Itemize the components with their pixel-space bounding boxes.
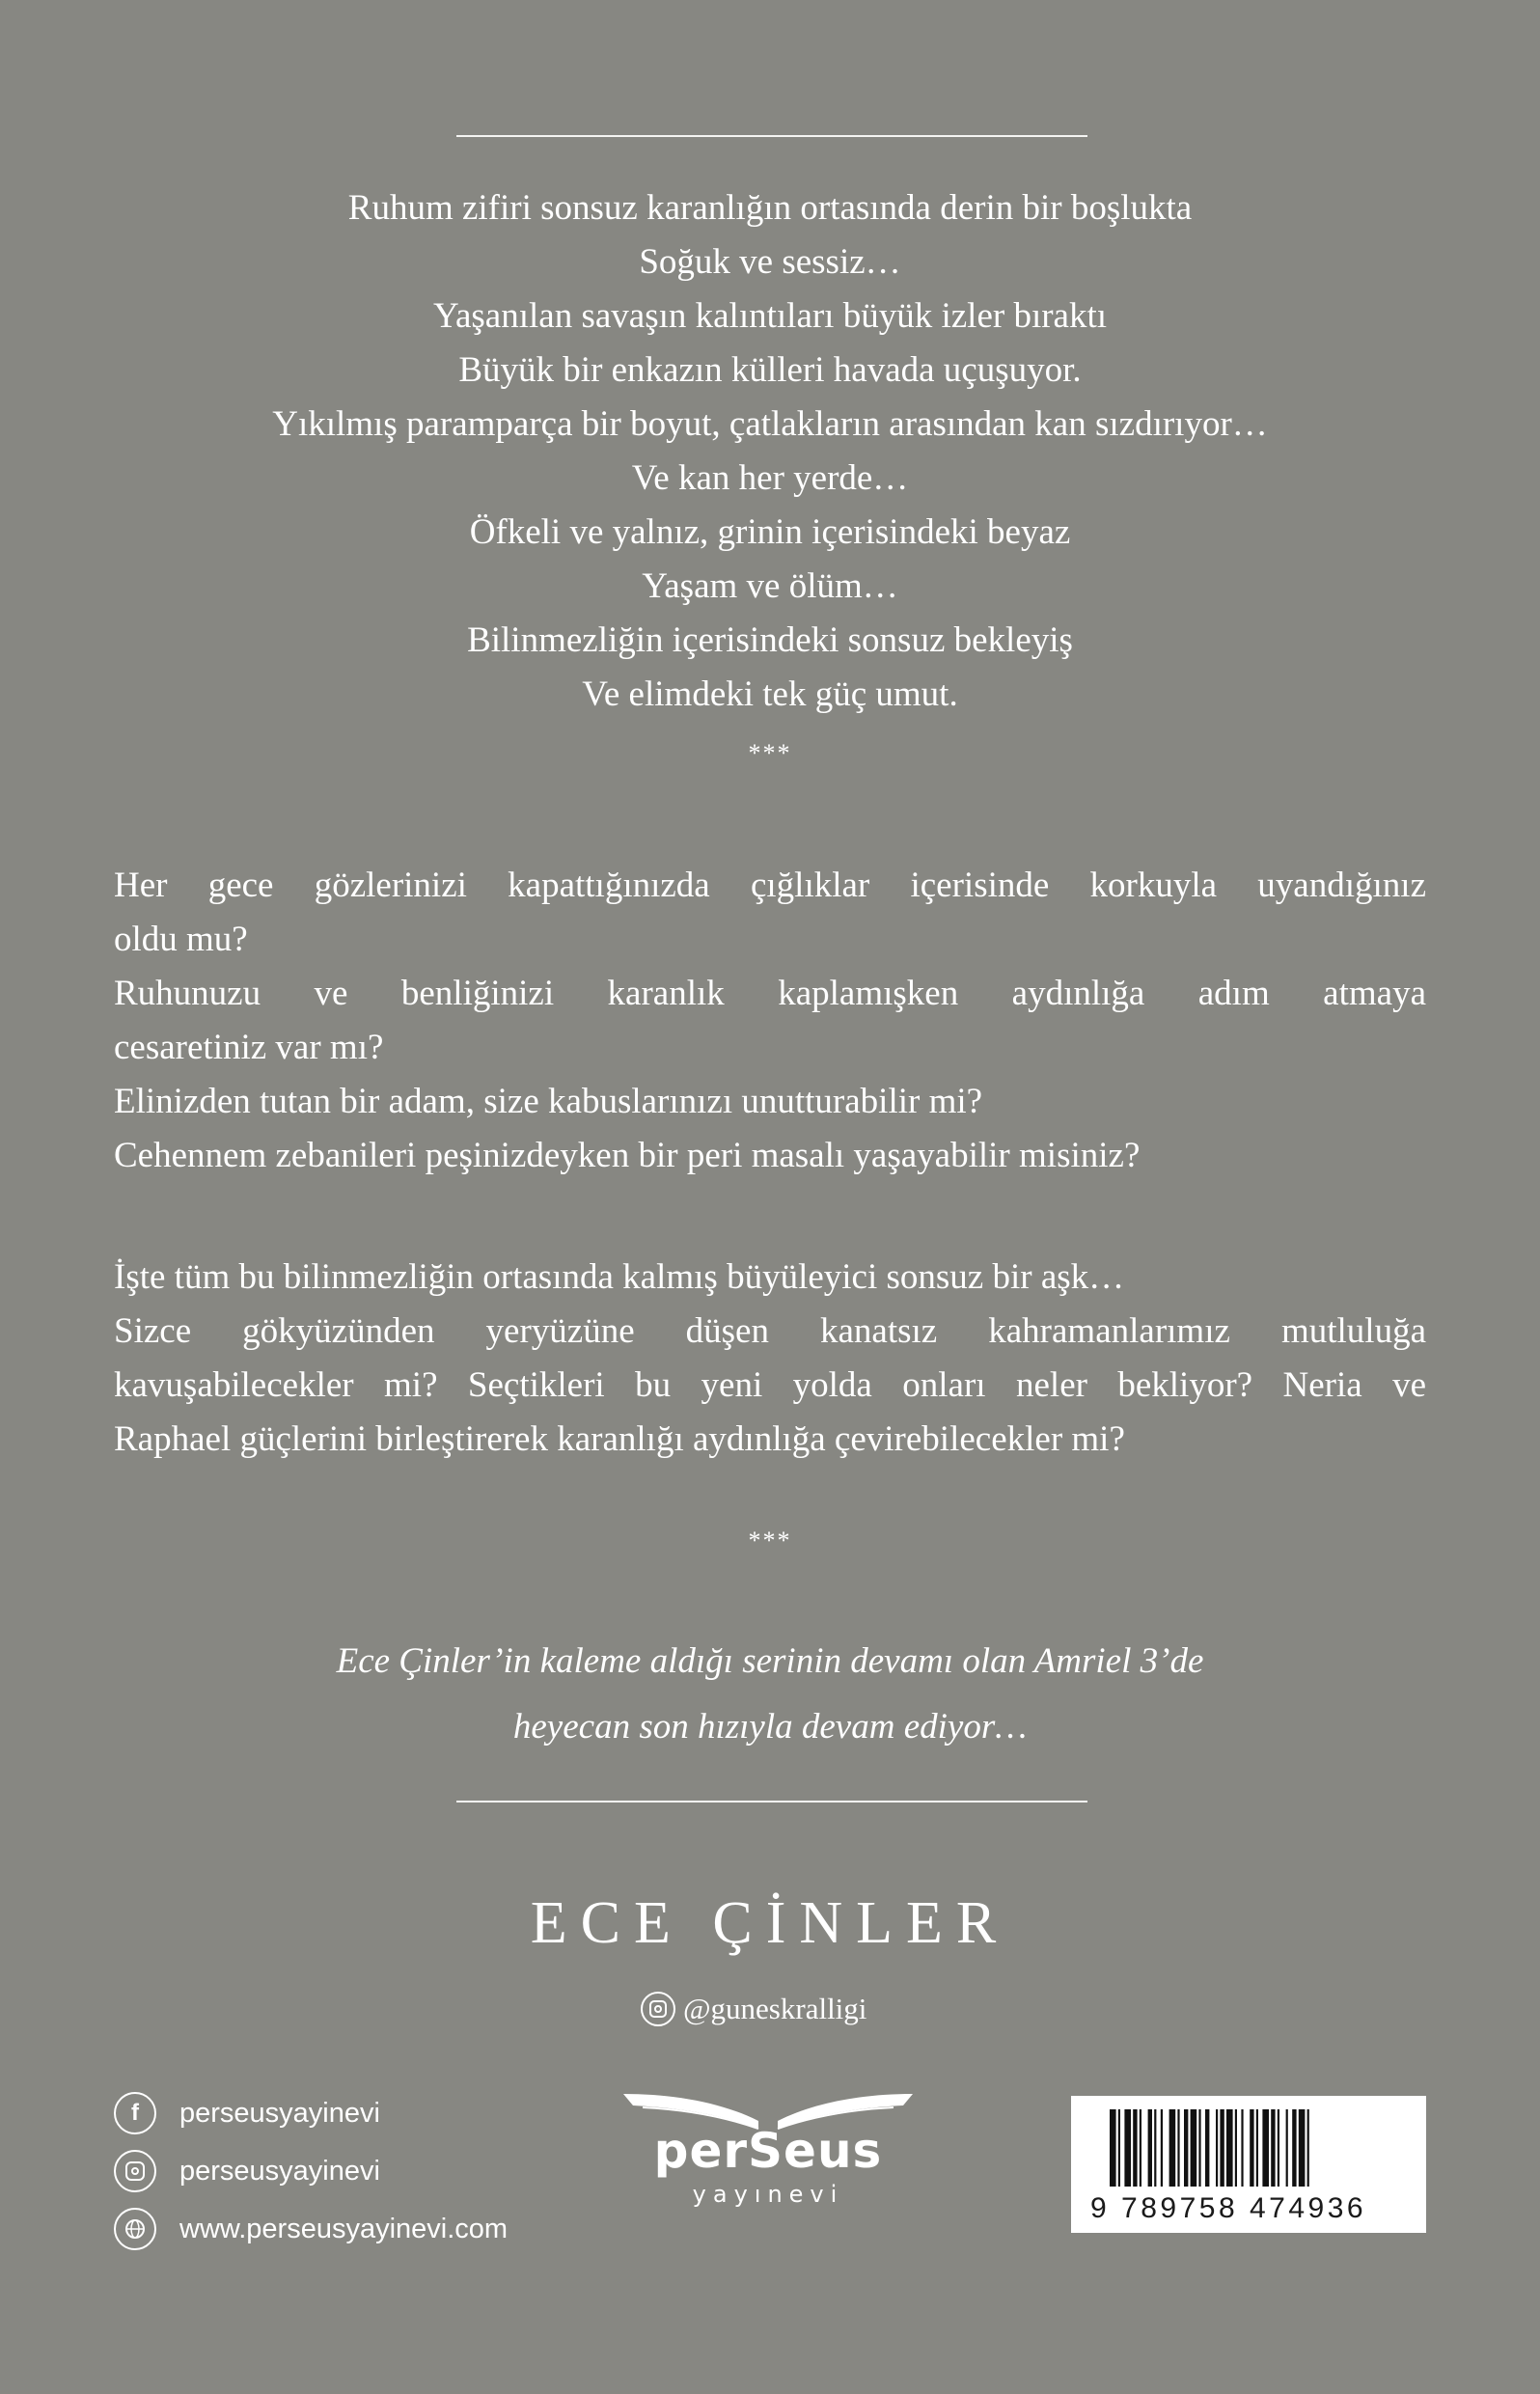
poem [0,181,1540,722]
poem-line: Yaşam ve ölüm… [642,566,898,606]
top-divider [456,135,1087,137]
question-line: Cehennem zebanileri peşinizdeyken bir peri masalı yaşayabilir misiniz? [114,1136,1141,1175]
instagram-label: perseusyayinevi [179,2155,380,2187]
closing-paragraph [114,1251,1426,1467]
poem-line: Ve elimdeki tek güç umut. [582,674,958,714]
question-line: cesaretiniz var mı? [114,1028,384,1067]
author-instagram[interactable] [641,1990,866,2028]
poem-line: Yıkılmış paramparça bir boyut, çatlakların arasından kan sızdırıyor… [272,404,1268,444]
website-link[interactable] [114,2200,508,2258]
instagram-icon [114,2150,156,2192]
barcode-bars [1071,2096,1426,2192]
separator-stars: *** [748,739,792,767]
closing-line: Sizce gökyüzünden yeryüzüne düşen kanatsız kahramanlarımız mutluluğa [114,1311,1426,1351]
poem-line: Yaşanılan savaşın kalıntıları büyük izler bıraktı [432,296,1108,336]
question-line: oldu mu? [114,920,248,959]
question-line: Elinizden tutan bir adam, size kabuslarınızı unutturabilir mi? [114,1082,983,1121]
poem-line: Soğuk ve sessiz… [639,242,901,282]
poem-line: Öfkeli ve yalnız, grinin içerisindeki beyaz [469,512,1071,552]
poem-line: Ruhum zifiri sonsuz karanlığın ortasında derin bir boşlukta [347,188,1193,228]
instagram-icon [641,1992,675,2026]
question-line: Ruhunuzu ve benliğinizi karanlık kaplamışken aydınlığa adım atmaya [114,974,1426,1013]
author-handle: @guneskralligi [683,1992,867,2025]
teaser-line: Ece Çinler’in kaleme aldığı serinin devamı olan Amriel 3’de [336,1641,1204,1681]
facebook-label: perseusyayinevi [179,2097,380,2129]
instagram-link[interactable] [114,2142,508,2200]
author-name: ECE ÇİNLER [530,1890,1010,1956]
teaser-line: heyecan son hızıyla devam ediyor… [512,1707,1028,1747]
poem-line: Ve kan her yerde… [631,458,909,498]
poem-line: Bilinmezliğin içerisindeki sonsuz bekleyiş [467,620,1073,660]
website-label: www.perseusyayinevi.com [179,2213,509,2244]
bottom-divider [456,1801,1087,1802]
teaser [0,1629,1540,1760]
facebook-link[interactable] [114,2084,508,2142]
closing-line: kavuşabilecekler mi? Seçtikleri bu yeni yolda onları neler bekliyor? Neria ve [114,1365,1426,1405]
questions-paragraph [114,859,1426,1183]
question-line: Her gece gözlerinizi kapattığınızda çığlıklar içerisinde korkuyla uyandığınız [114,866,1426,905]
poem-line: Büyük bir enkazın külleri havada uçuşuyor. [458,350,1082,390]
isbn-barcode [1071,2096,1426,2233]
closing-line: Raphael güçlerini birleştirerek karanlığı aydınlığa çevirebilecekler mi? [114,1419,1125,1459]
facebook-icon: f [114,2092,156,2134]
publisher-socials [114,2084,508,2258]
separator-stars: *** [748,1527,792,1555]
globe-icon [114,2208,156,2250]
publisher-logo [614,2084,922,2210]
logo-wordmark: perSeus [653,2123,883,2179]
isbn-digits: 9 789758 474936 [1090,2192,1367,2224]
closing-line: İşte tüm bu bilinmezliğin ortasında kalmış büyüleyici sonsuz bir aşk… [114,1257,1125,1297]
logo-subtitle: yayınevi [692,2181,844,2208]
